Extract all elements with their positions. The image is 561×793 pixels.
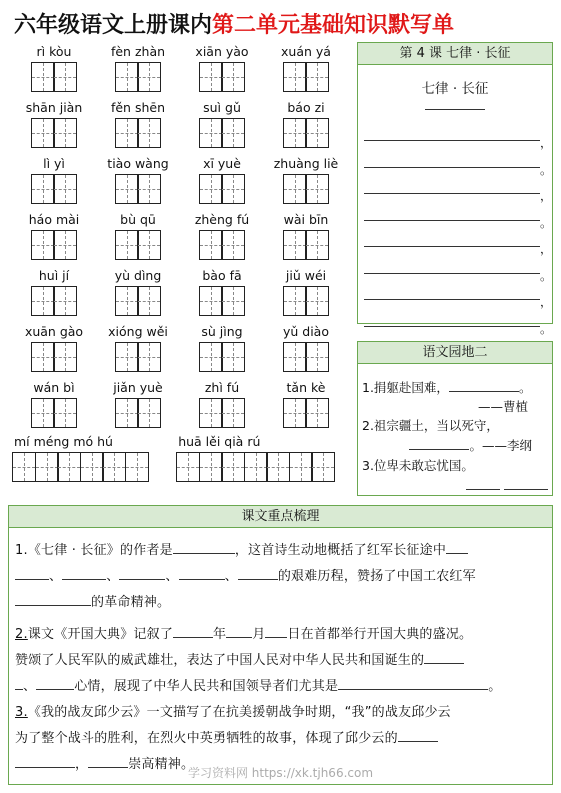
pinyin-group (264, 324, 348, 380)
pinyin-row (12, 324, 348, 380)
tianzi-box[interactable] (137, 62, 161, 92)
item-1: 1.捐躯赴国难， 。 (362, 380, 532, 395)
tianzi-boxes[interactable] (264, 174, 348, 204)
pinyin-group (264, 268, 348, 324)
tianzi-box[interactable] (53, 398, 77, 428)
tianzi-box[interactable] (221, 118, 245, 148)
tianzi-box[interactable] (31, 286, 55, 316)
pinyin-label: xuán yá (281, 44, 331, 59)
poem-line-blank[interactable] (364, 220, 540, 221)
tianzi-box[interactable] (199, 230, 223, 260)
tianzi-box[interactable] (221, 342, 245, 372)
tianzi-box[interactable] (31, 118, 55, 148)
pinyin-label: báo zi (287, 100, 325, 115)
pinyin-row (12, 156, 348, 212)
pinyin-last-row (12, 434, 348, 482)
tianzi-box[interactable] (53, 62, 77, 92)
watermark: 学习资料网 https://xk.tjh66.com (187, 766, 374, 780)
tianzi-box[interactable] (137, 118, 161, 148)
tianzi-boxes[interactable] (180, 118, 264, 148)
pinyin-group-hualei (176, 434, 348, 482)
item-2: 2.祖宗疆土，当以死守， (362, 418, 499, 433)
title-black: 六年级语文上册课内 (14, 13, 213, 38)
item-3-blank (358, 476, 552, 496)
tianzi-box[interactable] (305, 342, 329, 372)
pinyin-group (12, 268, 96, 324)
pinyin-label: zhèng fú (194, 212, 250, 227)
page-title (14, 8, 454, 39)
pinyin-group (264, 44, 348, 100)
tianzi-box[interactable] (137, 398, 161, 428)
tianzi-box[interactable] (125, 452, 149, 482)
pinyin-label: sù jìng (201, 324, 243, 339)
pinyin-row (12, 212, 348, 268)
tianzi-boxes[interactable] (96, 398, 180, 428)
pinyin-label: zhuàng liè (273, 156, 339, 171)
pinyin-label: háo mài (28, 212, 80, 227)
tianzi-box[interactable] (199, 118, 223, 148)
tianzi-box[interactable] (53, 342, 77, 372)
pinyin-label: lì yì (43, 156, 65, 171)
pinyin-label: fěn shēn (110, 100, 166, 115)
tianzi-box[interactable] (115, 118, 139, 148)
pinyin-label: jiǎn yuè (113, 380, 163, 395)
tianzi-boxes[interactable] (180, 342, 264, 372)
poem-line-blank[interactable] (364, 273, 540, 274)
blank[interactable] (466, 476, 500, 490)
pinyin-label: tiào wàng (107, 156, 169, 171)
tianzi-boxes[interactable] (180, 62, 264, 92)
key-points-panel (8, 505, 553, 785)
pinyin-group-mimeng (12, 434, 168, 482)
pinyin-label: shān jiàn (25, 100, 83, 115)
tianzi-box[interactable] (199, 452, 223, 482)
tianzi-box[interactable] (305, 230, 329, 260)
tianzi-box[interactable] (283, 118, 307, 148)
poem-punctuation: 。 (540, 215, 553, 230)
tianzi-box[interactable] (221, 62, 245, 92)
fill-blank[interactable] (62, 566, 106, 580)
pinyin-group (180, 44, 264, 100)
tianzi-boxes[interactable] (12, 286, 96, 316)
tianzi-box[interactable] (221, 286, 245, 316)
tianzi-box[interactable] (137, 342, 161, 372)
pinyin-label: bù qū (120, 212, 156, 227)
tianzi-box[interactable] (305, 174, 329, 204)
poem-line-blank[interactable] (364, 246, 540, 247)
tianzi-box[interactable] (115, 286, 139, 316)
paragraph-2: 2.课文《开国大典》记叙了 年 月 日在首都举行开国大典的盛况。 赞颂了人民军队的威武雄壮，表达了中国人民对中华人民共和国诞生的 、 心情，展现了中华人民共和国领导者们尤其是 。 (15, 622, 546, 700)
pinyin-group (12, 156, 96, 212)
tianzi-box[interactable] (221, 174, 245, 204)
tianzi-boxes[interactable] (12, 342, 96, 372)
tianzi-boxes[interactable] (264, 118, 348, 148)
tianzi-boxes[interactable] (96, 230, 180, 260)
tianzi-box[interactable] (283, 398, 307, 428)
tianzi-box[interactable] (31, 174, 55, 204)
pinyin-group (12, 100, 96, 156)
pinyin-group (264, 212, 348, 268)
tianzi-box[interactable] (137, 230, 161, 260)
poem-punctuation: 。 (540, 162, 553, 177)
pinyin-group (12, 212, 96, 268)
tianzi-boxes[interactable] (180, 286, 264, 316)
tianzi-boxes[interactable] (96, 286, 180, 316)
pinyin-group (264, 156, 348, 212)
poem-line-blank[interactable] (364, 326, 540, 327)
poem-panel (357, 42, 553, 336)
fill-blank[interactable] (15, 592, 91, 606)
pinyin-group (180, 268, 264, 324)
tianzi-box[interactable] (35, 452, 59, 482)
source-1: ——曹植 (477, 399, 528, 414)
pinyin-group (96, 156, 180, 212)
pinyin-row (12, 268, 348, 324)
tianzi-box[interactable] (31, 62, 55, 92)
tianzi-box[interactable] (53, 118, 77, 148)
pinyin-group (180, 156, 264, 212)
fill-blank[interactable] (119, 566, 165, 580)
tianzi-boxes[interactable] (96, 62, 180, 92)
tianzi-boxes[interactable] (176, 452, 348, 482)
pinyin-group (96, 212, 180, 268)
poem-punctuation: ， (540, 189, 553, 203)
tianzi-box[interactable] (283, 174, 307, 204)
pinyin-label: xiān yào (195, 44, 249, 59)
pinyin-label: bào fā (202, 268, 242, 283)
pinyin-label: xióng wěi (108, 324, 168, 339)
pinyin-group (180, 212, 264, 268)
tianzi-box[interactable] (31, 230, 55, 260)
fill-blank[interactable] (446, 540, 468, 554)
pinyin-group (12, 380, 96, 436)
pinyin-row (12, 44, 348, 100)
pinyin-group (180, 380, 264, 436)
paragraph-3: 3.《我的战友邱少云》一文描写了在抗美援朝战争时期，“我”的战友邱少云 为了整个战斗的胜利，在烈火中英勇牺牲的故事，体现了邱少云的 ， 崇高精神。 (15, 705, 451, 772)
tianzi-boxes[interactable] (264, 398, 348, 428)
tianzi-box[interactable] (283, 230, 307, 260)
tianzi-box[interactable] (115, 174, 139, 204)
poem-line-blank[interactable] (364, 193, 540, 194)
fill-blank[interactable] (179, 566, 225, 580)
tianzi-box[interactable] (199, 342, 223, 372)
tianzi-box[interactable] (289, 452, 313, 482)
author-blank[interactable] (425, 109, 485, 110)
tianzi-boxes[interactable] (96, 174, 180, 204)
tianzi-box[interactable] (137, 286, 161, 316)
item-2-end: 。——李纲 (358, 436, 552, 456)
tianzi-box[interactable] (283, 286, 307, 316)
tianzi-box[interactable] (12, 452, 36, 482)
pinyin-group (96, 380, 180, 436)
pinyin-label: huā lěi qià rú (178, 434, 261, 449)
poem-punctuation: ， (540, 242, 553, 256)
pinyin-label: fèn zhàn (110, 44, 166, 59)
pinyin-group (12, 44, 96, 100)
tianzi-boxes[interactable] (264, 62, 348, 92)
tianzi-boxes[interactable] (180, 230, 264, 260)
fill-blank[interactable] (424, 650, 464, 664)
tianzi-box[interactable] (115, 342, 139, 372)
pinyin-label: yù dìng (114, 268, 162, 283)
pinyin-label: xuān gào (24, 324, 84, 339)
pinyin-label: tǎn kè (286, 380, 326, 395)
pinyin-label: suì gǔ (203, 100, 241, 115)
poem-punctuation: 。 (540, 268, 553, 283)
fill-blank[interactable] (265, 624, 287, 638)
tianzi-box[interactable] (305, 398, 329, 428)
title-red: 第二单元基础知识默写单 (212, 13, 455, 38)
tianzi-boxes[interactable] (12, 62, 96, 92)
tianzi-boxes[interactable] (12, 398, 96, 428)
tianzi-boxes[interactable] (180, 398, 264, 428)
tianzi-box[interactable] (53, 230, 77, 260)
tianzi-box[interactable] (311, 452, 335, 482)
tianzi-box[interactable] (221, 230, 245, 260)
tianzi-box[interactable] (305, 286, 329, 316)
tianzi-box[interactable] (57, 452, 81, 482)
pinyin-group (180, 324, 264, 380)
poem-line-blank[interactable] (364, 167, 540, 168)
key-points-header: 课文重点梳理 (9, 506, 552, 528)
pinyin-group (12, 324, 96, 380)
poem-panel-header: 第 4 课 七律 · 长征 (358, 43, 552, 65)
fill-blank[interactable] (238, 566, 278, 580)
poem-punctuation: ， (540, 295, 553, 309)
tianzi-box[interactable] (53, 174, 77, 204)
poem-title: 七律 · 长征 (421, 81, 489, 97)
pinyin-row (12, 380, 348, 436)
yuandi-header: 语文园地二 (358, 342, 552, 364)
fill-blank[interactable] (15, 676, 23, 690)
tianzi-box[interactable] (305, 62, 329, 92)
poem-punctuation: 。 (540, 321, 553, 336)
tianzi-boxes[interactable] (12, 118, 96, 148)
tianzi-box[interactable] (221, 452, 245, 482)
tianzi-box[interactable] (102, 452, 126, 482)
pinyin-grid (12, 44, 348, 436)
blank[interactable] (409, 436, 469, 450)
pinyin-group (180, 100, 264, 156)
tianzi-boxes[interactable] (264, 230, 348, 260)
blank[interactable] (504, 476, 548, 490)
tianzi-box[interactable] (283, 62, 307, 92)
yuwen-yuandi-panel (357, 341, 553, 496)
tianzi-box[interactable] (115, 230, 139, 260)
tianzi-box[interactable] (221, 398, 245, 428)
tianzi-box[interactable] (199, 286, 223, 316)
tianzi-boxes[interactable] (96, 342, 180, 372)
tianzi-box[interactable] (53, 286, 77, 316)
pinyin-group (96, 100, 180, 156)
pinyin-label: zhì fú (204, 380, 240, 395)
tianzi-boxes[interactable] (264, 286, 348, 316)
tianzi-box[interactable] (266, 452, 290, 482)
tianzi-box[interactable] (137, 174, 161, 204)
pinyin-label: xī yuè (203, 156, 241, 171)
pinyin-label: jiǔ wéi (285, 268, 327, 283)
paragraph-1: 1.《七律 · 长征》的作者是 ，这首诗生动地概括了红军长征途中 、 、 、 、 的艰难历程，赞扬了中国工农红军 的革命精神。 (15, 538, 546, 616)
fill-blank[interactable] (338, 676, 488, 690)
tianzi-box[interactable] (115, 398, 139, 428)
pinyin-label: wài bīn (283, 212, 329, 227)
pinyin-row (12, 100, 348, 156)
tianzi-boxes[interactable] (180, 174, 264, 204)
key-points-body (9, 528, 552, 778)
fill-blank[interactable] (36, 676, 74, 690)
tianzi-box[interactable] (31, 398, 55, 428)
pinyin-label: huì jí (38, 268, 70, 283)
fill-blank[interactable] (173, 540, 235, 554)
tianzi-box[interactable] (199, 398, 223, 428)
pinyin-group (96, 324, 180, 380)
tianzi-box[interactable] (115, 62, 139, 92)
tianzi-box[interactable] (305, 118, 329, 148)
tianzi-box[interactable] (199, 174, 223, 204)
fill-blank[interactable] (15, 566, 49, 580)
tianzi-box[interactable] (244, 452, 268, 482)
pinyin-group (96, 268, 180, 324)
poem-line-blank[interactable] (364, 299, 540, 300)
tianzi-boxes[interactable] (12, 174, 96, 204)
tianzi-box[interactable] (283, 342, 307, 372)
tianzi-boxes[interactable] (264, 342, 348, 372)
tianzi-boxes[interactable] (12, 230, 96, 260)
pinyin-label: rì kòu (36, 44, 72, 59)
tianzi-box[interactable] (31, 342, 55, 372)
blank[interactable] (449, 378, 519, 392)
pinyin-group (264, 100, 348, 156)
fill-blank[interactable] (173, 624, 213, 638)
tianzi-box[interactable] (199, 62, 223, 92)
poem-line-blank[interactable] (364, 140, 540, 141)
tianzi-boxes[interactable] (96, 118, 180, 148)
pinyin-label: wán bì (33, 380, 75, 395)
fill-blank[interactable] (398, 728, 438, 742)
poem-punctuation: ， (540, 136, 553, 150)
item-3: 3.位卑未敢忘忧国。 (362, 458, 474, 473)
fill-blank[interactable] (226, 624, 252, 638)
pinyin-label: yǔ diào (282, 324, 329, 339)
pinyin-group (96, 44, 180, 100)
pinyin-group (264, 380, 348, 436)
pinyin-label: mí méng mó hú (14, 434, 113, 449)
tianzi-box[interactable] (176, 452, 200, 482)
tianzi-box[interactable] (80, 452, 104, 482)
tianzi-boxes[interactable] (12, 452, 168, 482)
